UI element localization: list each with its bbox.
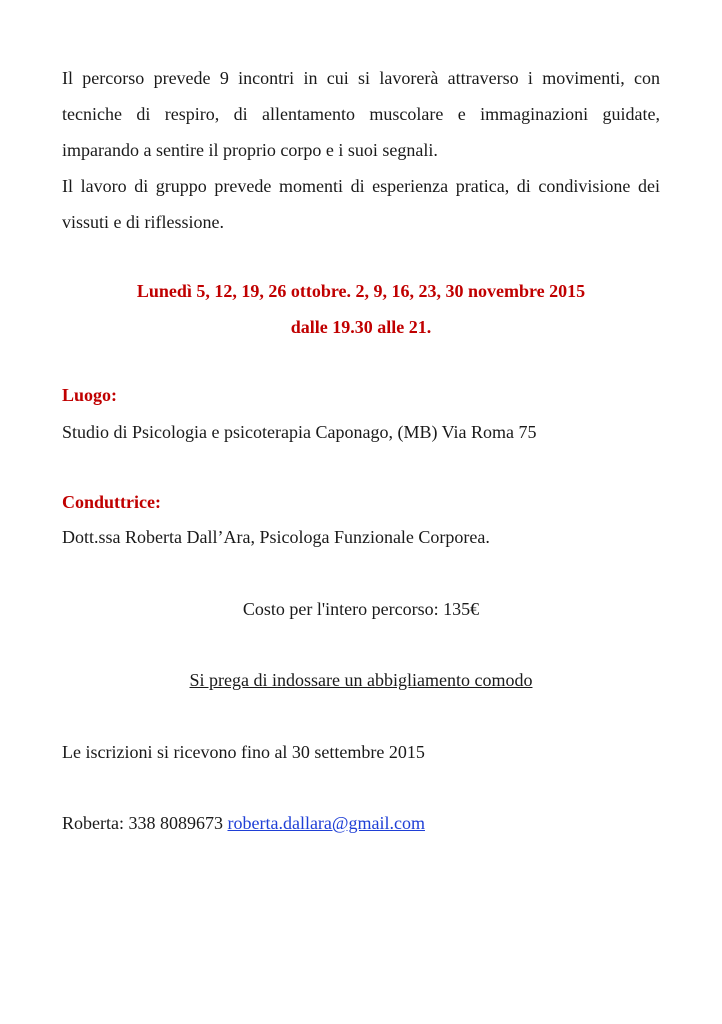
clothing-note: Si prega di indossare un abbigliamento comodo (189, 670, 533, 690)
host-label: Conduttrice: (62, 492, 161, 512)
schedule-time: dalle 19.30 alle 21. (290, 317, 432, 337)
clothing-note-wrapper (62, 668, 660, 692)
host-value: Dott.ssa Roberta Dall’Ara, Psicologa Funzionale Corporea. (62, 527, 490, 547)
intro-paragraph-1: Il percorso prevede 9 incontri in cui si lavorerà attraverso i movimenti, con tecniche di respiro, di allentamento muscolare e immaginazioni guidate, imparando a sentire il proprio corpo e i suoi segnali. (62, 68, 660, 160)
intro-paragraph-2: Il lavoro di gruppo prevede momenti di esperienza pratica, di condivisione dei vissuti e di riflessione. (62, 176, 660, 232)
contact-line (62, 811, 425, 835)
schedule-dates: Lunedì 5, 12, 19, 26 ottobre. 2, 9, 16, 23, 30 novembre 2015 (136, 281, 586, 301)
email-link[interactable]: roberta.dallara@gmail.com (227, 813, 425, 833)
cost-text: Costo per l'intero percorso: 135€ (242, 599, 480, 619)
intro-text (62, 60, 660, 240)
schedule-block (62, 273, 660, 345)
contact-phone: Roberta: 338 8089673 (62, 813, 223, 833)
registration-text: Le iscrizioni si ricevono fino al 30 settembre 2015 (62, 742, 425, 762)
location-value: Studio di Psicologia e psicoterapia Caponago, (MB) Via Roma 75 (62, 422, 537, 442)
location-label: Luogo: (62, 385, 118, 405)
